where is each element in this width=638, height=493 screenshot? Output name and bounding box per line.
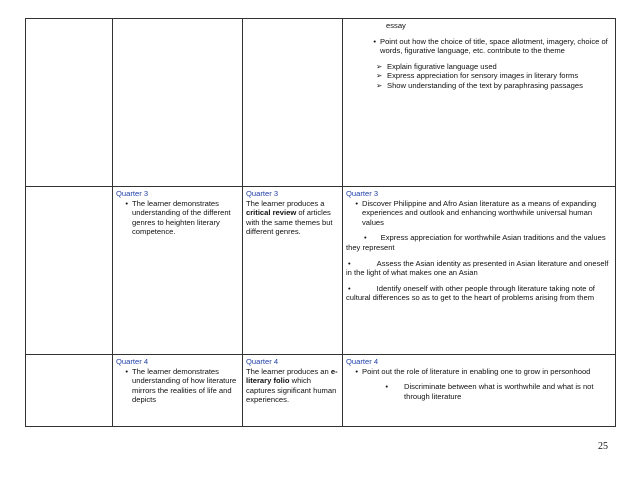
arrow-icon: ➢: [376, 61, 383, 71]
table-cell: [26, 355, 113, 427]
quarter-heading: Quarter 4: [246, 357, 279, 366]
list-item-text: Point out how the choice of title, space allotment, imagery, choice of words, figurative language, etc. contribute to the theme: [380, 36, 608, 56]
list-item-text: Assess the Asian identity as presented in Asian literature and oneself in the light of what makes one an Asian: [346, 258, 609, 278]
text-segment: which captures significant human experiences.: [246, 376, 337, 405]
competency-cell: [343, 355, 616, 427]
list-item: [376, 81, 612, 91]
list-item: [346, 199, 612, 228]
list-item-text: Point out the role of literature in enabling one to grow in personhood: [362, 366, 591, 376]
performance-text: [246, 367, 339, 405]
list-item-text: Show understanding of the text by paraphrasing passages: [387, 80, 583, 90]
list-item-text: Express appreciation for sensory images in literary forms: [387, 71, 579, 81]
essay-text: essay: [386, 21, 406, 30]
list-item: [364, 37, 612, 56]
table-cell: [26, 19, 113, 187]
table-cell: [243, 19, 343, 187]
list-item-text: Explain figurative language used: [387, 61, 497, 71]
arrow-icon: ➢: [376, 80, 383, 90]
list-item-text: Express appreciation for worthwhile Asian traditions and the values they represent: [346, 233, 606, 252]
bullet-icon: •: [373, 36, 376, 46]
performance-standard-cell: [243, 187, 343, 355]
bullet-icon: •: [355, 366, 358, 376]
bold-term: critical review: [246, 208, 297, 218]
list-item: [346, 259, 612, 278]
bullet-icon: •: [364, 233, 367, 243]
table-row: [26, 355, 616, 427]
competency-cell: [343, 19, 616, 187]
bullet-icon: •: [355, 198, 358, 208]
competency-cell: [343, 187, 616, 355]
list-item-text: Discover Philippine and Afro Asian literature as a means of expanding experiences and outlook and enhancing worthwhile universal human values: [362, 198, 597, 227]
bullet-icon: •: [125, 198, 128, 208]
list-item: [364, 382, 612, 401]
table-row: [26, 187, 616, 355]
content-standard-cell: [113, 187, 243, 355]
list-item: [346, 367, 612, 377]
arrow-icon: ➢: [376, 71, 383, 81]
table-cell: [26, 187, 113, 355]
list-item: [376, 71, 612, 81]
curriculum-table: [25, 18, 616, 427]
text-segment: of articles with the same themes but different genres.: [246, 208, 333, 237]
list-item: [116, 199, 239, 237]
list-item-text: Discriminate between what is worthwhile and what is not through literature: [404, 382, 594, 401]
list-item: [376, 62, 612, 72]
list-item: [346, 233, 612, 252]
bullet-icon: •: [385, 382, 388, 392]
table-row: [26, 19, 616, 187]
quarter-heading: Quarter 4: [116, 357, 149, 366]
quarter-heading: Quarter 3: [246, 189, 279, 198]
list-item-text: The learner demonstrates understanding of the different genres to heighten literary competence.: [132, 198, 231, 237]
performance-text: [246, 199, 339, 237]
text-segment: The learner produces an: [246, 366, 331, 376]
list-item: [346, 284, 612, 303]
table-cell: [113, 19, 243, 187]
list-item-text: The learner demonstrates understanding of how literature mirrors the realities of life and depicts: [132, 366, 237, 405]
quarter-heading: Quarter 3: [346, 189, 379, 198]
text-segment: The learner produces a: [246, 198, 325, 208]
list-item: [116, 367, 239, 405]
list-item-text: Identify oneself with other people through literature taking note of cultural differences so as to get to the heart of problems arising from them: [346, 283, 595, 303]
content-standard-cell: [113, 355, 243, 427]
bold-term: e-literary folio: [246, 366, 338, 386]
bullet-icon: •: [348, 258, 351, 268]
bullet-icon: •: [125, 366, 128, 376]
quarter-heading: Quarter 3: [116, 189, 149, 198]
bullet-icon: •: [348, 283, 351, 293]
quarter-heading: Quarter 4: [346, 357, 379, 366]
page-number: 25: [598, 441, 608, 452]
performance-standard-cell: [243, 355, 343, 427]
